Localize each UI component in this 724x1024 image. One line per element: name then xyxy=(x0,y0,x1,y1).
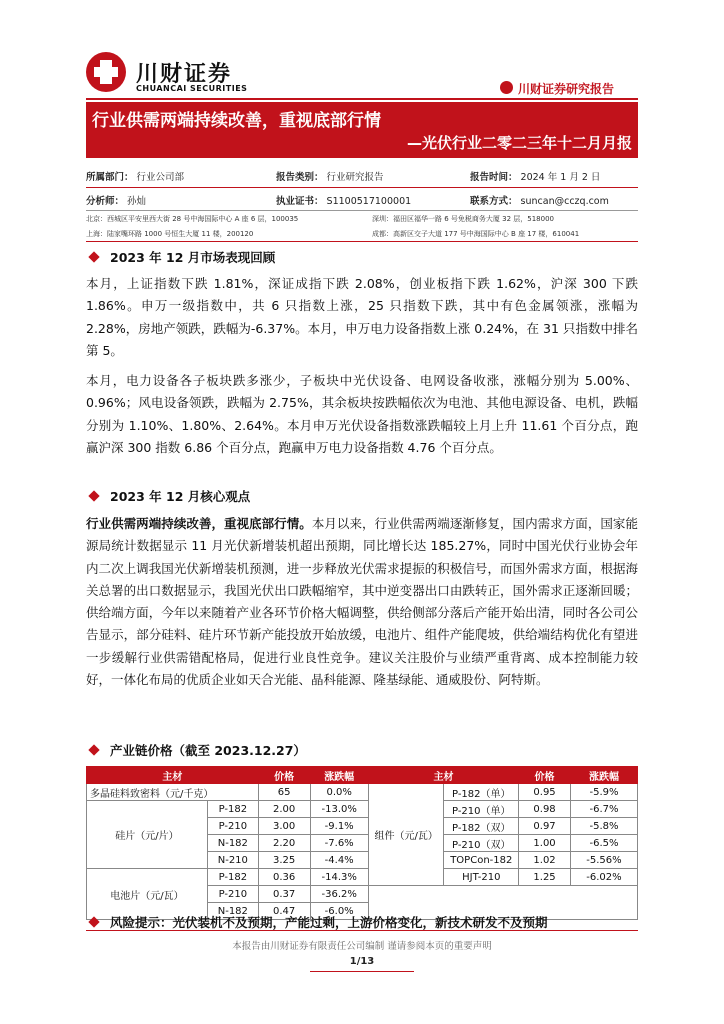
price-cell: 1.25 xyxy=(519,869,571,886)
price-cell: 0.37 xyxy=(258,886,310,903)
change-cell: -6.5% xyxy=(570,835,637,852)
column-header: 主材 xyxy=(368,767,518,784)
wafer-group-label: 硅片（元/片） xyxy=(87,801,208,869)
section-heading: 2023 年 12 月市场表现回顾 xyxy=(90,248,275,266)
change-cell: -5.9% xyxy=(570,784,637,801)
change-cell: 0.0% xyxy=(310,784,368,801)
price-cell: 65 xyxy=(258,784,310,801)
price-cell: 0.47 xyxy=(258,903,310,920)
change-cell: -6.02% xyxy=(570,869,637,886)
table-row xyxy=(87,801,638,818)
price-cell: 0.36 xyxy=(258,869,310,886)
spec-cell: P-210 xyxy=(207,818,258,835)
change-cell: -5.8% xyxy=(570,818,637,835)
spec-cell: P-210（单） xyxy=(444,801,519,818)
change-cell: -4.4% xyxy=(310,852,368,869)
column-header: 主材 xyxy=(87,767,259,784)
empty-cell xyxy=(368,886,637,903)
change-cell: -9.1% xyxy=(310,818,368,835)
core-view-paragraph xyxy=(86,513,638,691)
price-cell: 2.00 xyxy=(258,801,310,818)
price-cell: 1.02 xyxy=(519,852,571,869)
change-cell: -36.2% xyxy=(310,886,368,903)
column-header: 涨跌幅 xyxy=(570,767,637,784)
spec-cell: P-182（双） xyxy=(444,818,519,835)
price-table xyxy=(86,766,638,920)
table-row xyxy=(87,784,638,801)
address-chengdu: 成都：高新区交子大道 177 号中海国际中心 B 座 17 楼，610041 xyxy=(372,230,580,238)
spec-cell: P-210 xyxy=(207,886,258,903)
change-cell: -6.0% xyxy=(310,903,368,920)
price-cell: 3.00 xyxy=(258,818,310,835)
brand-mark-icon xyxy=(500,81,513,94)
meta-department: 所属部门： 行业公司部 xyxy=(86,172,185,183)
logo-chinese-name: 川财证券 xyxy=(136,62,233,87)
meta-contact: 联系方式： suncan@cczq.com xyxy=(470,196,609,207)
core-view-lead: 行业供需两端持续改善，重视底部行情。 xyxy=(86,516,312,531)
price-cell: 2.20 xyxy=(258,835,310,852)
company-logo-icon xyxy=(86,52,126,92)
diamond-bullet-icon xyxy=(88,251,99,262)
spec-cell: N-182 xyxy=(207,903,258,920)
diamond-bullet-icon xyxy=(88,744,99,755)
page-number-underline xyxy=(310,971,414,972)
market-review-paragraph: 本月，上证指数下跌 1.81%，深证成指下跌 2.08%，创业板指下跌 1.62%，沪深 300 下跌 1.86%。申万一级指数中，共 6 只指数上涨，25 只指数下跌，其中有色金属领涨，涨幅为 2.28%，房地产领跌，跌幅为-6.37%。本月，申万电力设备指数上涨 0.24%，在 31 只指数中排名第 5。 xyxy=(86,276,638,358)
core-view-body: 本月以来，行业供需两端逐渐修复，国内需求方面，国家能源局统计数据显示 11 月光伏新增装机超出预期，同比增长达 185.27%，同时中国光伏行业协会年内二次上调我国光伏新增装机预测，进一步释放光伏需求提振的积极信号，而国外需求方面，根据海关总署的出口数据显示，我国光伏出口跌幅缩窄，其中逆变器出口由跌转正，国外需求正逐渐回暖；供给端方面，今年以来随着产业各环节价格大幅调整，供给侧部分落后产能开始出清，同时各公司公告显示，部分硅料、硅片环节新产能投放开始放缓，电池片、组件产能爬坡，供给端结构优化有望进一步缓解行业供需错配格局，促进行业良性竞争。建议关注股价与业绩严重背离、成本控制能力较好，一体化布局的优质企业如天合光能、晶科能源、隆基绿能、通威股份、阿特斯。 xyxy=(86,516,638,688)
spec-cell: P-182 xyxy=(207,869,258,886)
change-cell: -7.6% xyxy=(310,835,368,852)
spec-cell: P-182（单） xyxy=(444,784,519,801)
logo-english-name: CHUANCAI SECURITIES xyxy=(136,84,248,93)
column-header: 价格 xyxy=(258,767,310,784)
module-group-label: 组件（元/瓦） xyxy=(368,784,444,886)
material-name: 多晶硅料致密料（元/千克） xyxy=(87,784,259,801)
meta-certificate: 执业证书： S1100517100001 xyxy=(276,196,412,207)
spec-cell: P-210（双） xyxy=(444,835,519,852)
spec-cell: TOPCon-182 xyxy=(444,852,519,869)
report-brand-label: 川财证券研究报告 xyxy=(518,82,615,96)
price-cell: 0.97 xyxy=(519,818,571,835)
address-beijing: 北京：西城区平安里西大街 28 号中海国际中心 A 座 6 层，100035 xyxy=(86,215,299,223)
meta-report-date: 报告时间： 2024 年 1 月 2 日 xyxy=(470,172,601,183)
address-shenzhen: 深圳：福田区福华一路 6 号免税商务大厦 32 层，518000 xyxy=(372,215,554,223)
change-cell: -14.3% xyxy=(310,869,368,886)
footer-disclaimer: 本报告由川财证券有限责任公司编制 谨请参阅本页的重要声明 xyxy=(232,941,492,952)
meta-report-type: 报告类别： 行业研究报告 xyxy=(276,172,384,183)
price-cell: 0.95 xyxy=(519,784,571,801)
spec-cell: N-210 xyxy=(207,852,258,869)
change-cell: -5.56% xyxy=(570,852,637,869)
spec-cell: N-182 xyxy=(207,835,258,852)
spec-cell: P-182 xyxy=(207,801,258,818)
table-row xyxy=(87,869,638,886)
spec-cell: HJT-210 xyxy=(444,869,519,886)
column-header: 涨跌幅 xyxy=(310,767,368,784)
change-cell: -6.7% xyxy=(570,801,637,818)
diamond-bullet-icon xyxy=(88,490,99,501)
subsector-paragraph: 本月，电力设备各子板块跌多涨少，子板块中光伏设备、电网设备收涨，涨幅分别为 5.00%、0.96%；风电设备领跌，跌幅为 2.75%，其余板块按跌幅依次为电池、其他电源设备、电机，跌幅分别为 1.10%、1.80%、2.64%。本月申万光伏设备指数涨跌幅较上月上升 11.61 个百分点，跑赢沪深 300 指数 6.86 个百分点，跑赢申万电力设备指数 4.76 个百分点。 xyxy=(86,373,638,455)
footer-rule xyxy=(86,930,638,931)
section-heading: 2023 年 12 月核心观点 xyxy=(90,487,250,505)
meta-divider xyxy=(86,241,638,242)
meta-divider xyxy=(86,210,638,211)
diamond-bullet-icon xyxy=(88,916,99,927)
report-title: 行业供需两端持续改善，重视底部行情 xyxy=(92,111,381,131)
table-header-row xyxy=(87,767,638,784)
meta-analyst: 分析师： 孙灿 xyxy=(86,196,147,207)
cell-group-label: 电池片（元/瓦） xyxy=(87,869,208,920)
header-rule xyxy=(86,98,638,100)
column-header: 价格 xyxy=(519,767,571,784)
report-subtitle: —光伏行业二零二三年十二月月报 xyxy=(406,134,632,152)
price-cell: 3.25 xyxy=(258,852,310,869)
change-cell: -13.0% xyxy=(310,801,368,818)
meta-divider xyxy=(86,187,638,188)
address-shanghai: 上海：陆家嘴环路 1000 号恒生大厦 11 楼，200120 xyxy=(86,230,254,238)
price-cell: 0.98 xyxy=(519,801,571,818)
risk-warning: 风险提示：光伏装机不及预期，产能过剩，上游价格变化，新技术研发不及预期 xyxy=(90,913,548,931)
section-heading: 产业链价格（截至 2023.12.27） xyxy=(90,741,306,759)
price-cell: 1.00 xyxy=(519,835,571,852)
page-number: 1/13 xyxy=(349,956,375,967)
